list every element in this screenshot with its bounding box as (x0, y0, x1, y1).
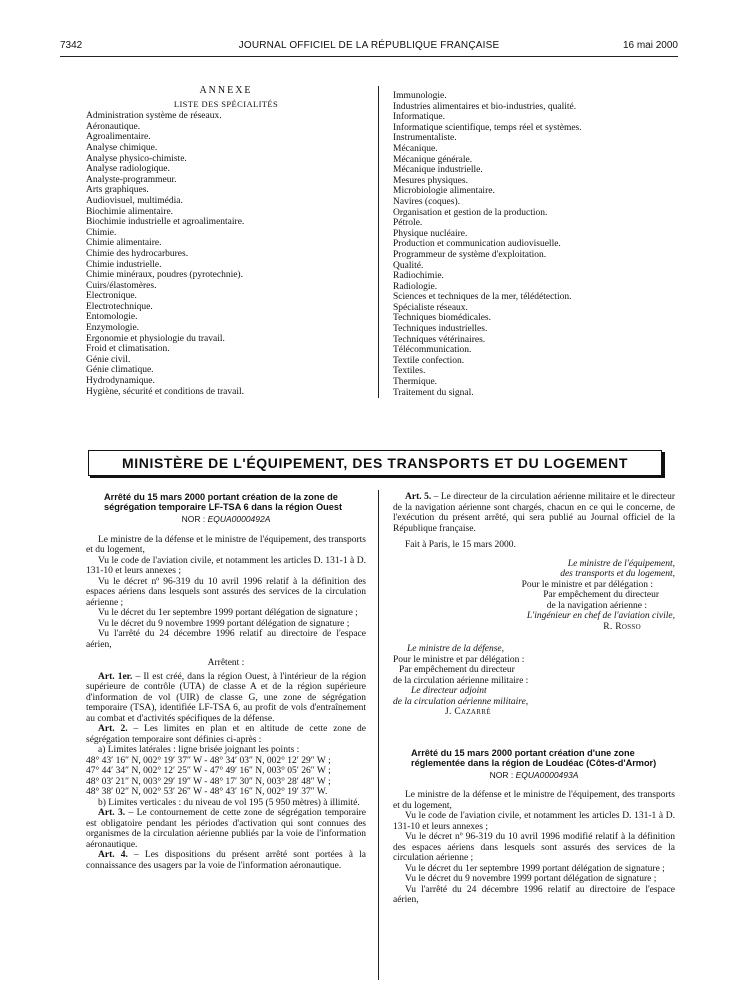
specialite-item: Ergonomie et physiologie du travail. (86, 333, 225, 344)
specialite-item: Instrumentaliste. (393, 133, 457, 144)
annex-left-list (86, 111, 366, 397)
article-3-text: – Le contournement de cette zone de ségrégation temporaire est obligatoire pendant les périodes d'activation qui sont connues des organismes de la circulation aérienne publiés par la voie de l'information aéronautique. (86, 808, 366, 850)
arrete-1-right-column (393, 492, 675, 906)
specialite-item: Entomologie. (86, 312, 138, 323)
article-5 (393, 492, 675, 534)
signature-title: L'ingénieur en chef de l'aviation civile, (526, 611, 675, 621)
arrete-1-vu-2: Vu le décret nº 96-319 du 10 avril 1996 relatif à la définition des espaces aériens dans lesquels sont assurés des services de la circulation aérienne ; (86, 576, 366, 608)
arrete-2-nor (393, 770, 675, 781)
specialite-item: Enzymologie. (86, 323, 140, 334)
specialite-item: Mécanique générale. (393, 154, 473, 165)
specialite-item: Chimie alimentaire. (86, 238, 162, 249)
issue-date: 16 mai 2000 (622, 40, 678, 51)
article-1-label: Art. 1er. (98, 671, 133, 682)
specialite-item: Hygiène, sécurité et conditions de travail. (86, 386, 245, 397)
arrete-2-vu-3: Vu le décret du 1er septembre 1999 portant délégation de signature ; (405, 863, 665, 874)
annex-title: ANNEXE (199, 85, 253, 96)
article-5-label: Art. 5. (405, 492, 432, 502)
specialite-item: Programmeur de système d'exploitation. (393, 249, 547, 260)
specialite-item: Administration système de réseaux. (86, 111, 222, 122)
ministry-banner: MINISTÈRE DE L'ÉQUIPEMENT, DES TRANSPORTS ET DU LOGEMENT (88, 450, 662, 476)
specialite-item: Techniques industrielles. (393, 324, 488, 335)
arrete-2-vu-2: Vu le décret nº 96-319 du 10 avril 1996 modifié relatif à la définition des espaces aériens dans lesquels sont assurés des services de la circulation aérienne ; (393, 832, 675, 864)
specialite-item: Industries alimentaires et bio-industries, qualité. (393, 101, 577, 112)
specialite-item: Electronique. (86, 291, 137, 302)
nor-code: EQUA0000493A (515, 769, 579, 780)
arrete-1-vu-5: Vu l'arrêté du 24 décembre 1996 relatif au directoire de l'espace aérien, (86, 629, 366, 650)
column-divider (378, 86, 379, 398)
specialite-item: Textile confection. (393, 355, 465, 366)
specialite-item: Biochimie industrielle et agroalimentaire. (86, 217, 245, 228)
specialite-item: Analyse physico-chimiste. (86, 153, 187, 164)
specialite-item: Physique nucléaire. (393, 228, 468, 239)
signature-defense-delegation-1: Pour le ministre et par délégation : (393, 654, 525, 665)
specialite-item: Audiovisuel, multimédia. (86, 195, 183, 206)
specialite-item: Télécommunication. (393, 345, 472, 356)
article-4-text: – Les dispositions du présent arrêté sont portées à la connaissance des usagers par la voie de l'information aéronautique. (86, 850, 366, 871)
specialite-item: Chimie des hydrocarbures. (86, 248, 189, 259)
signature-equipement-line-2: des transports et du logement, (560, 569, 675, 579)
article-2-a: a) Limites latérales : ligne brisée joignant les points : (98, 745, 300, 756)
specialite-item: Mesures physiques. (393, 175, 468, 186)
specialite-item: Cuirs/élastomères. (86, 280, 157, 291)
article-2-text: – Les limites en plan et en altitude de cette zone de ségrégation temporaire sont définies ci-après : (86, 724, 366, 745)
specialite-item: Techniques biomédicales. (393, 313, 491, 324)
specialite-item: Radiochimie. (393, 271, 444, 282)
specialite-item: Organisation et gestion de la production. (393, 207, 548, 218)
arrete-1-nor (86, 514, 366, 525)
article-4-label: Art. 4. (98, 850, 128, 861)
specialite-item: Sciences et techniques de la mer, télédétection. (393, 292, 572, 303)
arrete-2-vu-1: Vu le code de l'aviation civile, et notamment les articles D. 131-1 à D. 131-10 et leurs annexes ; (393, 811, 675, 832)
page-number: 7342 (60, 40, 83, 51)
journal-title: JOURNAL OFFICIEL DE LA RÉPUBLIQUE FRANÇAISE (238, 40, 500, 51)
specialite-item: Chimie. (86, 227, 117, 238)
article-5-text: – Le directeur de la circulation aérienne militaire et le directeur de la navigation aérienne sont chargés, chacun en ce qui le concerne, de l'exécution du présent arrêté, qui sera publié au Journal officiel de la République française. (393, 492, 675, 534)
arrete-2-title: Arrêté du 15 mars 2000 portant création d'une zone réglementée dans la région de Loudéac (Côtes-d'Armor) (411, 747, 657, 768)
specialite-item: Aéronautique. (86, 121, 141, 132)
specialite-item: Analyste-programmeur. (86, 174, 177, 185)
arrete-2-vu-5: Vu l'arrêté du 24 décembre 1996 relatif au directoire de l'espace aérien, (393, 884, 675, 906)
signature-name-rosso: R. Rosso (603, 621, 641, 632)
specialite-item: Microbiologie alimentaire. (393, 186, 495, 197)
specialite-item: Informatique scientifique, temps réel et systèmes. (393, 122, 582, 133)
body-column-divider (378, 490, 379, 980)
signature-delegation-line-1: Pour le ministre et par délégation : (521, 579, 653, 590)
specialite-item: Analyse radiologique. (86, 164, 170, 175)
arrete-1-vu-4: Vu le décret du 9 novembre 1999 portant délégation de signature ; (98, 618, 350, 629)
specialite-item: Navires (coques). (393, 196, 461, 207)
specialite-item: Qualité. (393, 260, 424, 271)
specialite-item: Chimie minéraux, poudres (pyrotechnie). (86, 270, 243, 281)
fait-a-paris: Fait à Paris, le 15 mars 2000. (405, 540, 516, 550)
signature-defense-delegation-3: de la circulation aérienne militaire : (393, 675, 529, 686)
arrete-1-title: Arrêté du 15 mars 2000 portant création de la zone de ségrégation temporaire LF-TSA 6 dans la région Ouest (104, 492, 343, 513)
specialite-item: Pétrole. (393, 218, 423, 229)
signature-defense-title-2: de la circulation aérienne militaire, (393, 696, 529, 707)
arrete-1-vu-3: Vu le décret du 1er septembre 1999 portant délégation de signature ; (98, 608, 358, 619)
signature-defense-line-1: Le ministre de la défense, (407, 644, 505, 654)
specialite-item: Immunologie. (393, 91, 447, 101)
specialite-item: Spécialiste réseaux. (393, 302, 468, 313)
specialite-item: Techniques vétérinaires. (393, 334, 486, 345)
specialite-item: Froid et climatisation. (86, 344, 170, 355)
nor-label: NOR : (489, 769, 516, 780)
specialite-item: Electrotechnique. (86, 301, 153, 312)
signature-delegation-line-2: Par empêchement du directeur (543, 590, 659, 600)
signature-equipement-line-1: Le ministre de l'équipement, (567, 558, 675, 569)
arrete-1-intro: Le ministre de la défense et le ministre de l'équipement, des transports et du logement, (86, 534, 366, 556)
specialite-item: Thermique. (393, 377, 438, 388)
arrete-2-intro: Le ministre de la défense et le ministre de l'équipement, des transports et du logement, (393, 790, 675, 811)
signature-defense-title-1: Le directeur adjoint (411, 686, 487, 696)
specialite-item: Génie climatique. (86, 365, 154, 376)
header-rule (60, 56, 678, 57)
specialite-item: Analyse chimique. (86, 142, 158, 153)
coordinate-line-3: 48° 03′ 21″ N, 003° 29′ 19″ W - 48° 17′ 30″ N, 003° 28′ 48″ W ; (86, 776, 331, 787)
annex-right-list (393, 91, 673, 398)
coordinate-line-4: 48° 38′ 02″ N, 002° 53′ 26″ W - 48° 43′ 16″ N, 002° 19′ 37″ W. (86, 787, 328, 798)
arrete-1-left-column (86, 492, 366, 871)
specialite-item: Chimie industrielle. (86, 259, 162, 270)
ministry-banner-shadow-bottom (90, 476, 665, 478)
article-1 (86, 672, 366, 725)
specialite-item: Biochimie alimentaire. (86, 206, 174, 217)
coordinate-line-2: 47° 44′ 34″ N, 002° 12′ 25″ W - 47° 49′ 16″ N, 003° 05′ 26″ W ; (86, 766, 331, 777)
nor-code: EQUA0000492A (207, 514, 271, 525)
specialite-item: Génie civil. (86, 354, 131, 365)
arretent-label: Arrêtent : (207, 658, 245, 669)
specialite-item: Mécanique. (393, 143, 438, 154)
specialite-item: Informatique. (393, 112, 445, 123)
specialite-item: Traitement du signal. (393, 387, 474, 398)
arrete-1-vu-1: Vu le code de l'aviation civile, et notamment les articles D. 131-1 à D. 131-10 et leurs annexes ; (86, 555, 366, 577)
specialite-item: Arts graphiques. (86, 185, 149, 196)
signature-defense-delegation-2: Par empêchement du directeur (399, 665, 515, 675)
specialite-item: Agroalimentaire. (86, 132, 151, 143)
specialite-item: Radiologie. (393, 281, 438, 292)
annex-right-column (393, 91, 673, 398)
coordinate-line-1: 48° 43′ 16″ N, 002° 19′ 37″ W - 48° 34′ 03″ N, 002° 12′ 29″ W ; (86, 755, 331, 766)
article-2 (86, 724, 366, 745)
annex-subtitle: LISTE DES SPÉCIALITÉS (173, 98, 279, 109)
signature-delegation-line-3: de la navigation aérienne : (546, 600, 647, 611)
nor-label: NOR : (181, 514, 208, 525)
specialite-item: Mécanique industrielle. (393, 165, 483, 176)
article-2-label: Art. 2. (98, 724, 128, 735)
signature-name-cazarre: J. Cazarré (445, 707, 491, 717)
annex-left-column (86, 86, 366, 397)
article-4 (86, 850, 366, 871)
article-3 (86, 808, 366, 850)
arrete-2-vu-4: Vu le décret du 9 novembre 1999 portant délégation de signature ; (405, 874, 657, 885)
specialite-item: Hydrodynamique. (86, 376, 155, 387)
specialite-item: Textiles. (393, 366, 426, 377)
ministry-banner-shadow (662, 452, 665, 478)
specialite-item: Production et communication audiovisuelle. (393, 239, 561, 250)
article-1-text: – Il est créé, dans la région Ouest, à l'intérieur de la région supérieure de contrôle (UTA) de classe A et de la région supérieure d'information de vol (UIR) de classe G, une zone de ségrégation temporaire (TSA), identifiée LF-TSA 6, au profit de vols d'entraînement au combat et d'activités spécifiques de la défense. (86, 671, 366, 724)
article-3-label: Art. 3. (98, 808, 126, 819)
page-header (60, 40, 678, 54)
article-2-b: b) Limites verticales : du niveau de vol 195 (5 950 mètres) à illimité. (98, 797, 360, 808)
